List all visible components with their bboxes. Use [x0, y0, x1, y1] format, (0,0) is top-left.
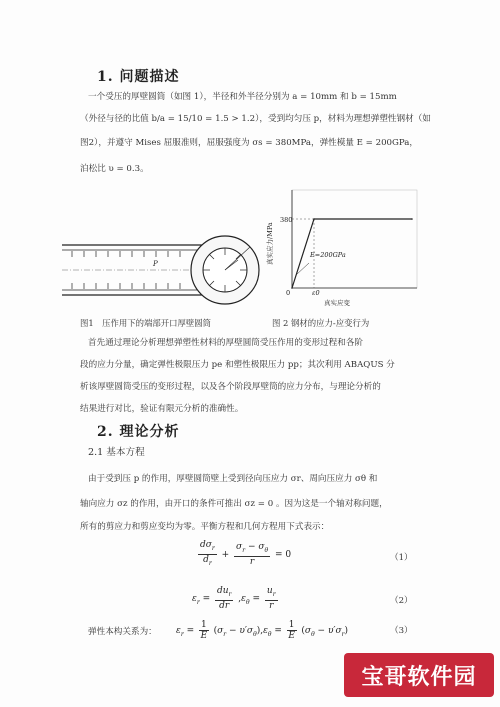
chart-frame: [292, 190, 417, 288]
para1-line3: 图2），并遵守 Mises 屈服准则，屈服强度为 σs = 380MPa，弹性模量 E = 200GPa，: [80, 138, 418, 148]
data-point: [313, 218, 315, 220]
figure-2-stress-strain-chart: [262, 185, 422, 310]
para3-line3: 所有的剪应力和剪应变均为零。平衡方程和几何方程用下式表示：: [80, 522, 330, 532]
x-tick-label: ε0: [312, 289, 320, 297]
para1-line4: 泊松比 υ = 0.3。: [80, 164, 149, 174]
figure-1-cylinder: [60, 225, 260, 315]
equation-2: $\varepsilon_r$ = $\frac{du_r}{dr}$ $,\varepsilon_\theta$ = $\frac{u_r}{r}$: [192, 586, 276, 611]
para2-line3: 析该厚壁圆筒受压的变形过程，以及各个阶段厚壁筒的应力分布，与理论分析的: [80, 382, 381, 392]
equation-2-number: （2）: [390, 596, 413, 606]
y-axis-label: 真实应力/MPa: [266, 222, 274, 265]
para1-line2: （外径与径的比值 b/a = 15/10 = 1.5 > 1.2），受到均匀压 p，材料为理想弹塑性钢材（如: [80, 114, 431, 124]
data-point: [291, 287, 293, 289]
y-tick-label: 380: [280, 216, 293, 224]
equation-3: $\varepsilon_r$ = $\frac{1}{E}$ $(\sigma_r - \upsilon'\sigma_\theta),\varepsilon_\theta$ = $\frac{1}{E}$ $(\sigma_\theta - \upsilon'\sigma_r)$: [176, 620, 349, 641]
watermark-logo: 宝哥软件园: [344, 653, 494, 697]
section-1-title: 1. 问题描述: [97, 69, 180, 85]
equation-1-number: （1）: [390, 553, 413, 563]
section-2-1-title: 2.1 基本方程: [88, 447, 145, 458]
figure-1-caption: 图1 压作用下的端部开口厚壁圆筒: [80, 318, 211, 328]
figure-2-caption: 图 2 钢材的应力-应变行为: [272, 318, 370, 328]
para3-line1: 由于受到压 p 的作用，厚壁圆筒壁上受到径向压应力 σr、周向压应力 σθ 和: [88, 474, 378, 484]
data-point: [411, 218, 413, 220]
equation-3-prefix: 弹性本构关系为：: [88, 627, 157, 637]
section-2-title: 2. 理论分析: [97, 424, 180, 440]
para2-line1: 首先通过理论分析理想弹塑性材料的厚壁圆筒受压作用的变形过程和各阶: [88, 338, 364, 348]
x-axis-label: 真实应变: [324, 299, 350, 307]
fig1-p-label: P: [153, 260, 158, 268]
modulus-annotation: E=200GPa: [310, 251, 346, 259]
equation-1: $\frac{d\sigma_r}{d_r}$ + $\frac{\sigma_r - \sigma_\theta}{r}$ = 0: [200, 540, 292, 567]
para3-line2: 轴向应力 σz 的作用，由开口的条件可推出 σz = 0 。因为这是一个轴对称问题，: [80, 499, 388, 509]
equation-3-number: （3）: [390, 626, 413, 636]
para2-line2: 段的应力分量，确定弹性极限压力 pe 和塑性极限压力 pp；其次利用 ABAQUS 分: [80, 360, 395, 370]
origin-label: 0: [286, 289, 291, 297]
para1-line1: 一个受压的厚壁圆筒（如图 1），半径和外半径分别为 a = 10mm 和 b = 15mm: [88, 92, 397, 102]
para2-line4: 结果进行对比，验证有限元分析的准确性。: [80, 404, 244, 414]
